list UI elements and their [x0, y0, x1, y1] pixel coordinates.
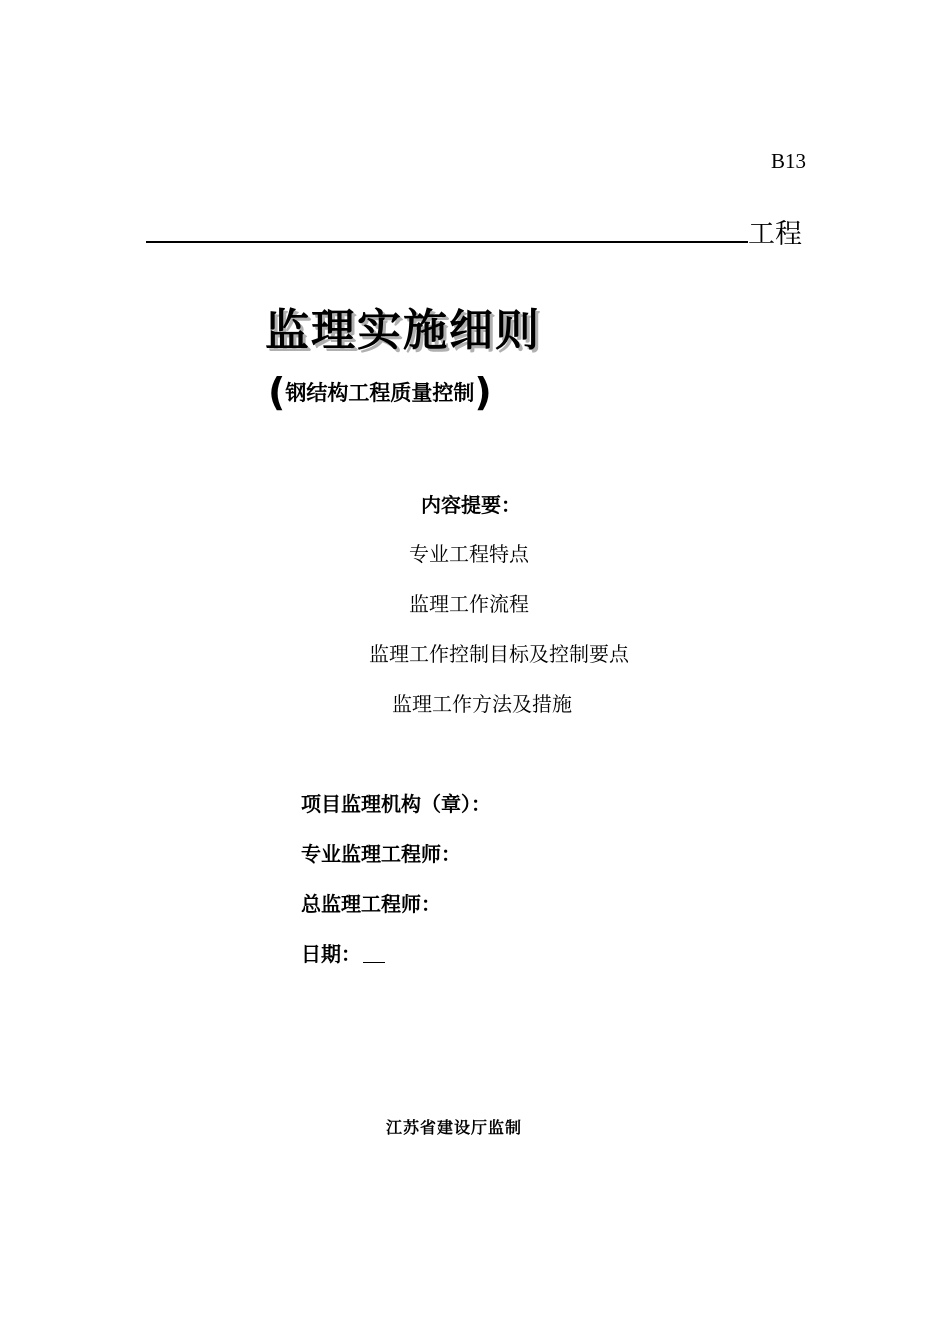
issuer-footer: 江苏省建设厅监制 [386, 1118, 523, 1137]
summary-item: 监理工作流程 [409, 592, 529, 616]
project-name-blank-line [146, 241, 748, 243]
summary-item: 专业工程特点 [409, 542, 529, 566]
document-subtitle [268, 370, 492, 414]
project-suffix: 工程 [748, 219, 802, 250]
summary-heading: 内容提要： [421, 493, 521, 517]
date-label: 日期： [301, 942, 361, 966]
date-field [301, 938, 385, 967]
summary-item: 监理工作方法及措施 [392, 692, 572, 716]
document-title: 监理实施细则 [265, 305, 541, 356]
specialist-engineer-label: 专业监理工程师： [301, 842, 461, 866]
subtitle-close-paren: ) [474, 370, 492, 414]
chief-engineer-label: 总监理工程师： [301, 892, 441, 916]
date-blank-line [363, 961, 385, 963]
subtitle-text: 钢结构工程质量控制 [285, 381, 475, 405]
organization-seal-label: 项目监理机构（章）： [301, 792, 491, 816]
summary-item: 监理工作控制目标及控制要点 [369, 642, 629, 666]
form-code: B13 [770, 149, 806, 173]
subtitle-open-paren: ( [268, 370, 286, 414]
